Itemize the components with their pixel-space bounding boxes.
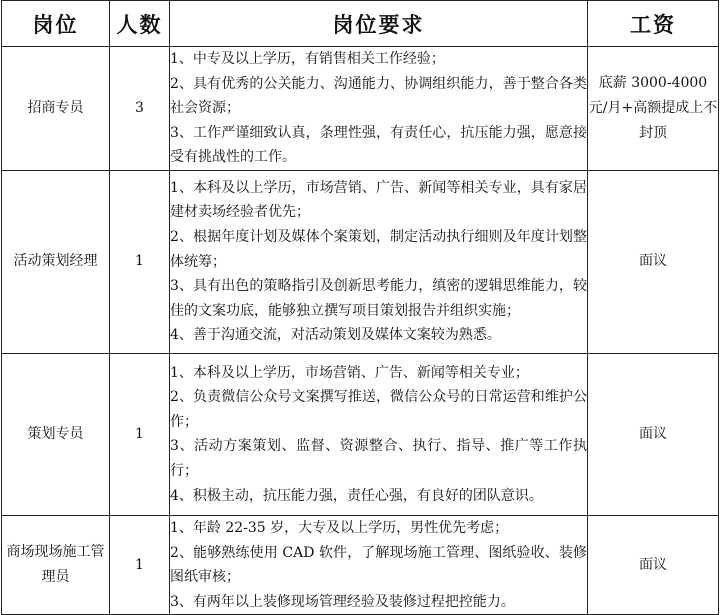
requirements-cell — [170, 353, 588, 515]
position-cell: 商场现场施工管理员 — [2, 515, 110, 614]
job-table — [1, 0, 719, 615]
count-cell: 3 — [110, 47, 170, 171]
count-cell: 1 — [110, 170, 170, 353]
table-row — [2, 47, 719, 171]
salary-cell: 面议 — [588, 515, 719, 614]
table-row — [2, 353, 719, 515]
requirements-cell — [170, 47, 588, 171]
table-row — [2, 170, 719, 353]
requirement-item: 3、有两年以上装修现场管理经验及装修过程把控能力。 — [170, 593, 515, 610]
header-row — [2, 1, 719, 47]
requirement-item: 1、本科及以上学历，市场营销、广告、新闻等相关专业，具有家居建材卖场经验者优先； — [170, 179, 587, 221]
requirement-item: 2、能够熟练使用 CAD 软件，了解现场施工管理、图纸验收、装修图纸审核； — [170, 544, 587, 586]
count-cell: 1 — [110, 515, 170, 614]
requirement-item: 1、中专及以上学历，有销售相关工作经验； — [170, 51, 445, 67]
salary-cell: 底薪 3000-4000 元/月+高额提成上不封顶 — [588, 47, 719, 171]
position-cell: 活动策划经理 — [2, 170, 110, 353]
requirement-item: 2、根据年度计划及媒体个案策划，制定活动执行细则及年度计划整体统筹； — [170, 229, 587, 270]
requirement-item: 2、负责微信公众号文案撰写推送，微信公众号的日常运营和维护公作； — [170, 389, 587, 430]
requirements-cell — [170, 515, 588, 614]
position-cell: 策划专员 — [2, 353, 110, 515]
requirement-item: 3、具有出色的策略指引及创新思考能力，缜密的逻辑思维能力，较佳的文案功底，能够独立撰写项目策划报告并组织实施； — [170, 278, 587, 319]
header-count: 人数 — [110, 1, 170, 47]
position-cell: 招商专员 — [2, 47, 110, 171]
count-cell: 1 — [110, 353, 170, 515]
requirement-item: 1、年龄 22-35 岁，大专及以上学历，男性优先考虑； — [170, 519, 509, 536]
header-position: 岗位 — [2, 1, 110, 47]
header-salary: 工资 — [588, 1, 719, 47]
requirements-cell — [170, 170, 588, 353]
requirement-item: 3、活动方案策划、监督、资源整合、执行、指导、推广等工作执行； — [170, 438, 587, 480]
requirement-item: 1、本科及以上学历，市场营销、广告、新闻等相关专业； — [170, 364, 529, 381]
requirement-item: 3、工作严谨细致认真，条理性强，有责任心，抗压能力强，愿意接受有挑战性的工作。 — [170, 124, 587, 166]
requirement-item: 2、具有优秀的公关能力、沟通能力、协调组织能力，善于整合各类社会资源； — [170, 75, 587, 117]
header-requirements: 岗位要求 — [170, 1, 588, 47]
requirement-item: 4、善于沟通交流，对活动策划及媒体文案较为熟悉。 — [170, 327, 501, 344]
table-row — [2, 515, 719, 614]
salary-cell: 面议 — [588, 170, 719, 353]
salary-cell: 面议 — [588, 353, 719, 515]
requirement-item: 4、积极主动，抗压能力强，责任心强，有良好的团队意识。 — [170, 487, 543, 504]
